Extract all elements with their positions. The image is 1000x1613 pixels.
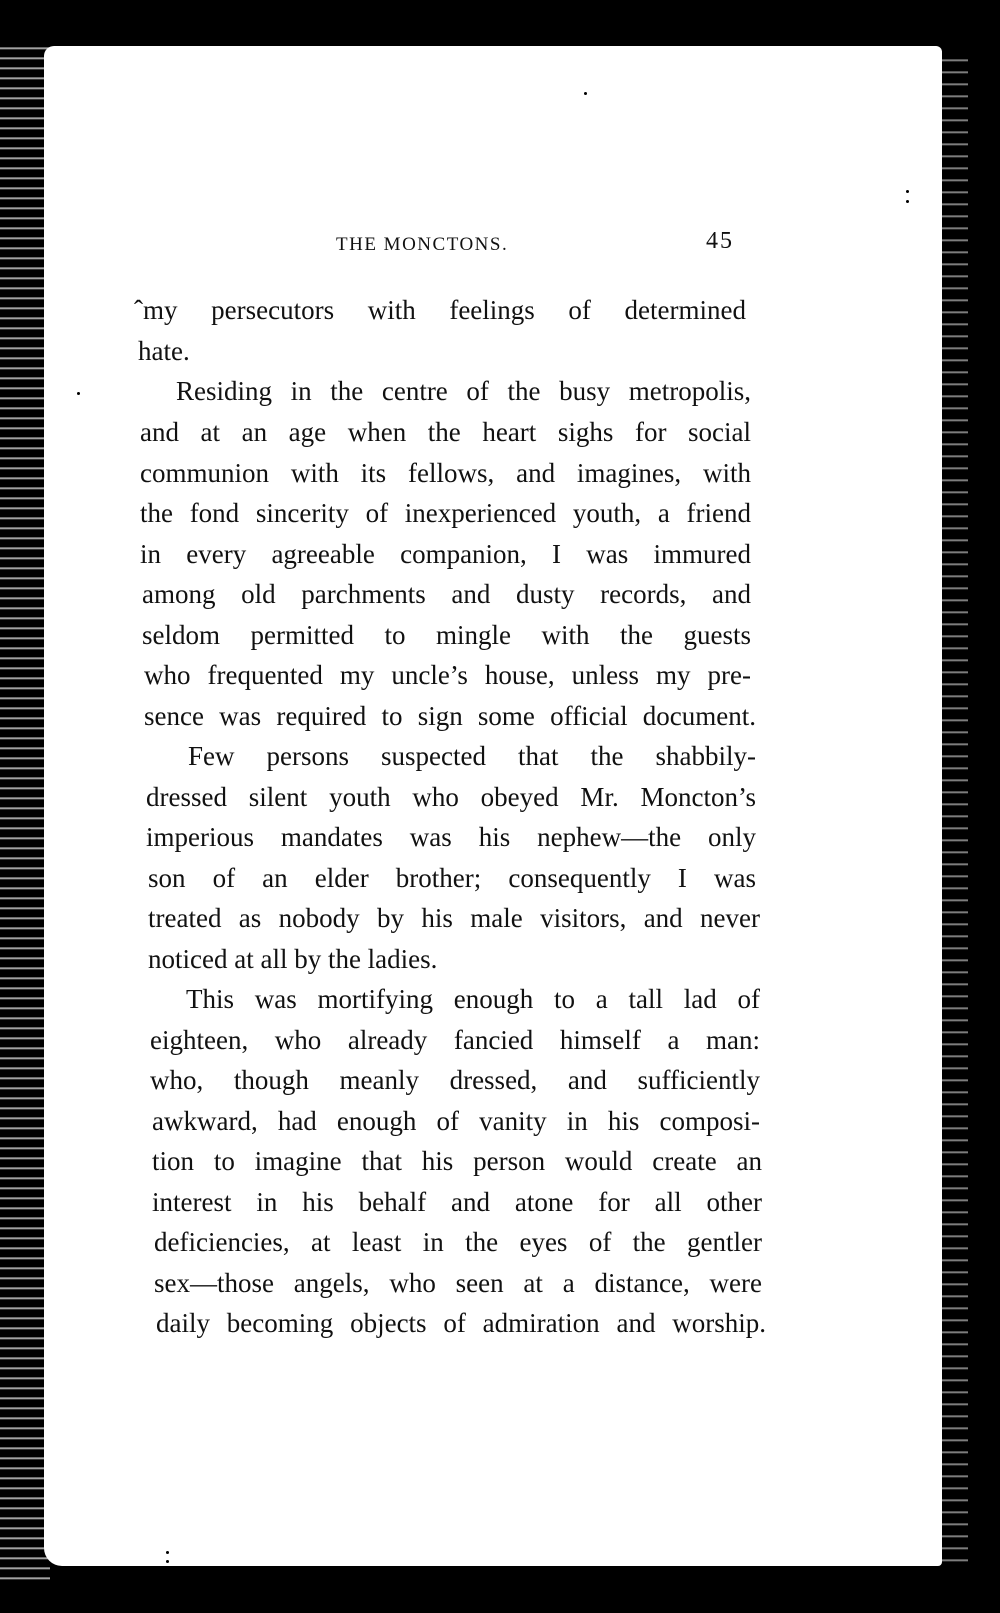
speck bbox=[166, 1551, 169, 1554]
speck bbox=[166, 1560, 169, 1563]
speck bbox=[584, 92, 587, 95]
right-page-edge bbox=[942, 50, 968, 1570]
text-line: daily becoming objects of admiration and worship. bbox=[156, 1308, 766, 1338]
text-line: awkward, had enough of vanity in his composi- bbox=[152, 1106, 760, 1136]
text-line: communion with its fellows, and imagines, with bbox=[140, 458, 751, 488]
text-line: deficiencies, at least in the eyes of the gentler bbox=[154, 1227, 762, 1257]
text-line: and at an age when the heart sighs for social bbox=[140, 417, 751, 447]
text-line: Residing in the centre of the busy metropolis, bbox=[176, 376, 751, 406]
text-line: Few persons suspected that the shabbily- bbox=[188, 741, 756, 771]
text-line: among old parchments and dusty records, and bbox=[142, 579, 751, 609]
text-line: tion to imagine that his person would create an bbox=[152, 1146, 762, 1176]
left-page-edge bbox=[0, 40, 50, 1580]
text-line: seldom permitted to mingle with the guests bbox=[142, 620, 751, 650]
speck bbox=[906, 190, 909, 193]
text-line: in every agreeable companion, I was immured bbox=[140, 539, 751, 569]
text-line: hate. bbox=[138, 336, 190, 366]
text-line: noticed at all by the ladies. bbox=[148, 944, 438, 974]
page-number: 45 bbox=[706, 228, 734, 254]
text-line: interest in his behalf and atone for all other bbox=[152, 1187, 762, 1217]
running-title: THE MONCTONS. bbox=[336, 234, 509, 255]
speck bbox=[77, 392, 80, 395]
text-line: treated as nobody by his male visitors, and never bbox=[148, 903, 760, 933]
running-header bbox=[0, 230, 1000, 260]
text-line: eighteen, who already fancied himself a man: bbox=[150, 1025, 760, 1055]
text-line: sence was required to sign some official document. bbox=[144, 701, 756, 731]
text-line: sex—those angels, who seen at a distance, were bbox=[154, 1268, 762, 1298]
text-line: dressed silent youth who obeyed Mr. Moncton’s bbox=[146, 782, 756, 812]
text-line: the fond sincerity of inexperienced youth, a friend bbox=[140, 498, 751, 528]
text-line: ˆmy persecutors with feelings of determined bbox=[134, 295, 746, 325]
text-line: who, though meanly dressed, and sufficiently bbox=[150, 1065, 760, 1095]
text-line: son of an elder brother; consequently I was bbox=[148, 863, 756, 893]
text-line: who frequented my uncle’s house, unless my pre- bbox=[144, 660, 751, 690]
speck bbox=[906, 200, 909, 203]
text-line: This was mortifying enough to a tall lad of bbox=[186, 984, 760, 1014]
text-line: imperious mandates was his nephew—the only bbox=[146, 822, 756, 852]
